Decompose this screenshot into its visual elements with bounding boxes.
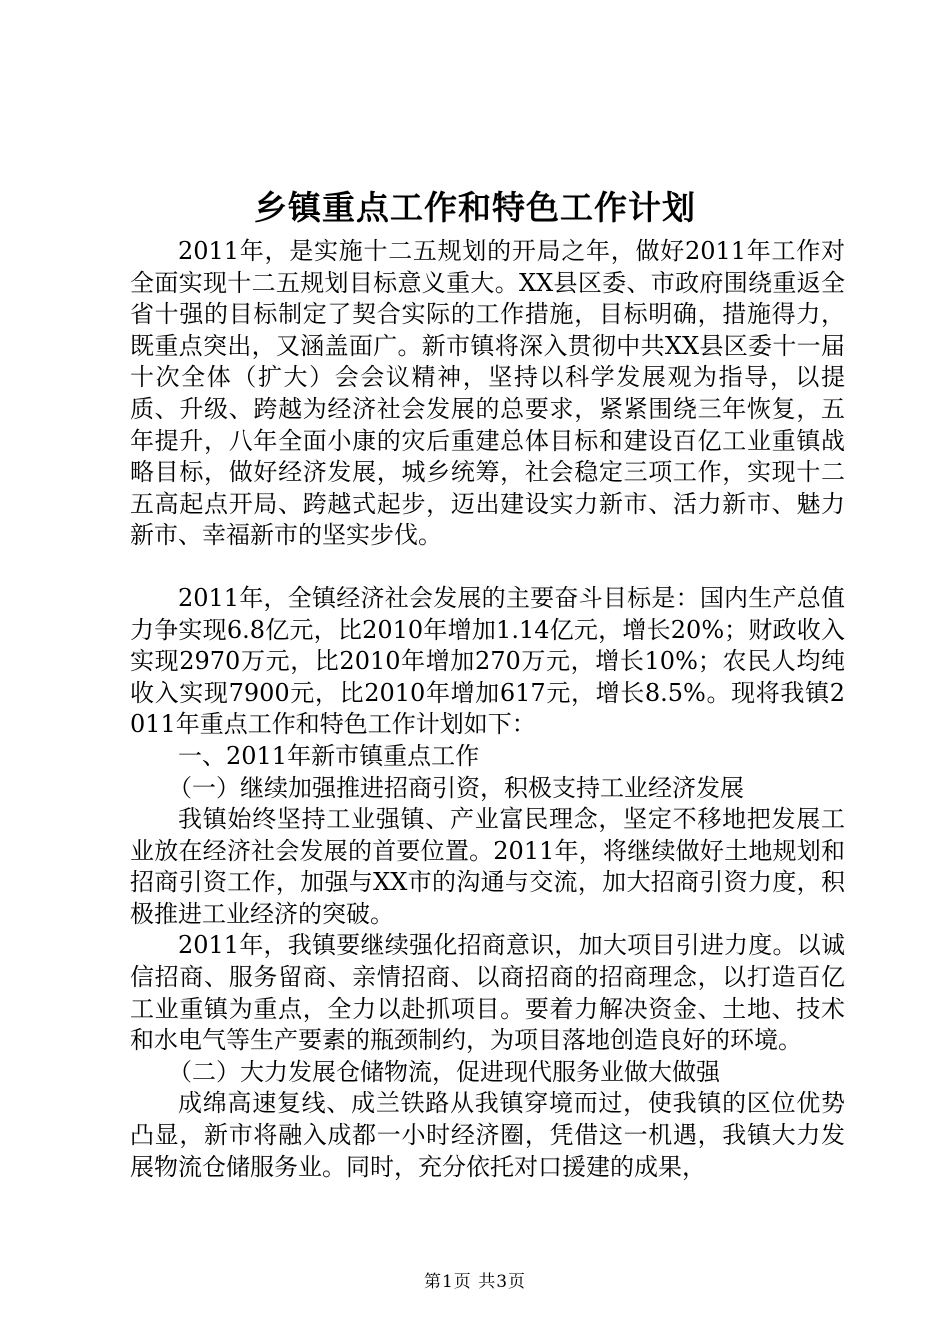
subsection-heading-1: （一）继续加强推进招商引资，积极支持工业经济发展 [168, 773, 744, 802]
paragraph-intro: 2011年，是实施十二五规划的开局之年，做好2011年工作对全面实现十二五规划目标意义重大。XX县区委、市政府围绕重返全省十强的目标制定了契合实际的工作措施，目标明确，措施得力，既重点突出，又涵盖面广。新市镇将深入贯彻中共XX县区委十一届十次全体（扩大）会会议精神，坚持以科学发展观为指导，以提质、升级、跨越为经济社会发展的总要求，紧紧围绕三年恢复，五年提升，八年全面小康的灾后重建总体目标和建设百亿工业重镇战略目标，做好经济发展，城乡统筹，社会稳定三项工作，实现十二五高起点开局、跨越式起步，迈出建设实力新市、活力新市、魅力新市、幸福新市的坚实步伐。 [130, 237, 845, 550]
document-title: 乡镇重点工作和特色工作计划 [254, 188, 696, 227]
subsection-heading-2: （二）大力发展仓储物流，促进现代服务业做大做强 [168, 1057, 720, 1086]
paragraph-gap [130, 552, 845, 583]
paragraph-industry: 我镇始终坚持工业强镇、产业富民理念，坚定不移地把发展工业放在经济社会发展的首要位置。2011年，将继续做好土地规划和招商引资工作，加强与XX市的沟通与交流，加大招商引资力度，积极推进工业经济的突破。 [130, 805, 845, 928]
paragraph-targets: 2011年，全镇经济社会发展的主要奋斗目标是：国内生产总值力争实现6.8亿元，比2010年增加1.14亿元，增长20%；财政收入实现2970万元，比2010年增加270万元，增长10%；农民人均纯收入实现7900元，比2010年增加617元，增长8.5%。现将我镇2011年重点工作和特色工作计划如下： [130, 583, 845, 739]
section-heading: 一、2011年新市镇重点工作 [178, 741, 480, 770]
paragraph-investment: 2011年，我镇要继续强化招商意识，加大项目引进力度。以诚信招商、服务留商、亲情招商、以商招商的招商理念，以打造百亿工业重镇为重点，全力以赴抓项目。要着力解决资金、土地、技术和水电气等生产要素的瓶颈制约，为项目落地创造良好的环境。 [130, 931, 845, 1055]
document-body [130, 236, 845, 1183]
paragraph-logistics: 成绵高速复线、成兰铁路从我镇穿境而过，使我镇的区位优势凸显，新市将融入成都一小时经济圈，凭借这一机遇，我镇大力发展物流仓储服务业。同时，充分依托对口援建的成果， [130, 1089, 845, 1181]
page-footer: 第1页 共3页 [423, 1272, 527, 1292]
